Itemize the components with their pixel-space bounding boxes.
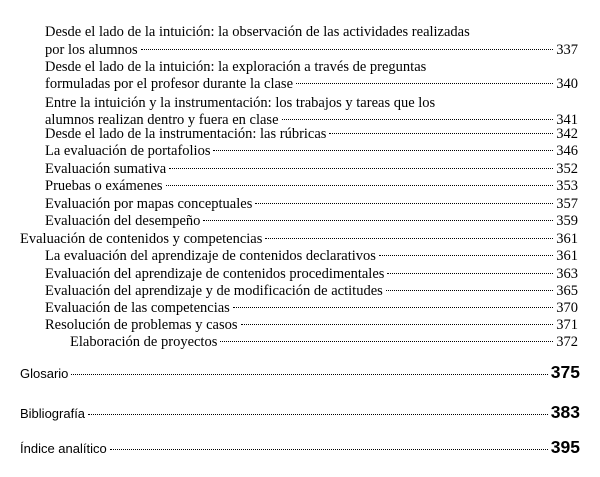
toc-entry-row	[45, 74, 578, 94]
toc-page-number: 375	[550, 362, 580, 382]
dot-leader	[255, 203, 553, 204]
dot-leader	[169, 168, 553, 169]
toc-page-number: 353	[556, 178, 578, 194]
toc-page-number: 395	[550, 437, 580, 457]
dot-leader	[329, 133, 553, 134]
toc-entry-title: Evaluación de contenidos y competencias	[20, 231, 263, 247]
toc-major-entry[interactable]	[20, 362, 580, 384]
toc-entry-title: La evaluación del aprendizaje de contenidos declarativos	[45, 248, 376, 264]
toc-entry-title: Evaluación del desempeño	[45, 213, 201, 229]
toc-entry-title: Desde el lado de la intuición: la observación de las actividades realizadas	[45, 24, 470, 40]
toc-page-number: 363	[556, 266, 578, 282]
toc-page-number: 359	[556, 213, 578, 229]
toc-page-number: 365	[556, 283, 578, 299]
toc-entry-title: por los alumnos	[45, 42, 138, 58]
toc-page-number: 357	[556, 196, 578, 212]
toc-page-number: 352	[556, 161, 578, 177]
toc-major-entry[interactable]	[20, 402, 580, 424]
dot-leader	[379, 255, 553, 256]
dot-leader	[71, 374, 547, 375]
toc-entry-title: Desde el lado de la intuición: la exploración a través de preguntas	[45, 59, 427, 75]
dot-leader	[203, 220, 553, 221]
toc-page-number: 361	[556, 248, 578, 264]
dot-leader	[220, 341, 553, 342]
toc-entry-title: Entre la intuición y la instrumentación: los trabajos y tareas que los	[45, 95, 436, 111]
toc-entry-title: Evaluación de las competencias	[45, 300, 230, 316]
dot-leader	[386, 290, 553, 291]
dot-leader	[296, 83, 553, 84]
toc-entry-title: Pruebas o exámenes	[45, 178, 163, 194]
toc-entry-title: Evaluación por mapas conceptuales	[45, 196, 253, 212]
dot-leader	[233, 307, 553, 308]
toc-entry-title: Resolución de problemas y casos	[45, 317, 238, 333]
dot-leader	[166, 185, 554, 186]
toc-entry[interactable]	[45, 176, 578, 196]
dot-leader	[213, 150, 553, 151]
toc-entry-title: Elaboración de proyectos	[70, 334, 218, 350]
toc-entry-title: Bibliografía	[20, 406, 86, 421]
toc-entry-title: Índice analítico	[20, 441, 107, 456]
toc-page-number: 340	[556, 76, 578, 92]
dot-leader	[282, 119, 554, 120]
toc-page-number: 346	[556, 143, 578, 159]
toc-page-number: 372	[556, 334, 578, 350]
dot-leader	[141, 49, 554, 50]
toc-major-entry[interactable]	[20, 437, 580, 459]
toc-entry-title: Desde el lado de la instrumentación: las rúbricas	[45, 126, 327, 142]
toc-entry-title: Evaluación sumativa	[45, 161, 167, 177]
toc-entry[interactable]	[45, 141, 578, 161]
toc-entry-title: formuladas por el profesor durante la clase	[45, 76, 294, 92]
dot-leader	[110, 449, 548, 450]
toc-entry-title: Glosario	[20, 366, 69, 381]
toc-entry[interactable]	[45, 246, 578, 266]
toc-page-number: 341	[556, 112, 578, 128]
toc-page-number: 337	[556, 42, 578, 58]
toc-page-number: 370	[556, 300, 578, 316]
toc-entry-title: La evaluación de portafolios	[45, 143, 211, 159]
toc-subentry[interactable]	[70, 332, 578, 352]
dot-leader	[265, 238, 553, 239]
dot-leader	[88, 414, 548, 415]
dot-leader	[241, 324, 554, 325]
toc-entry-title: alumnos realizan dentro y fuera en clase	[45, 112, 279, 128]
toc-page-number: 371	[556, 317, 578, 333]
toc-page-number: 383	[550, 402, 580, 422]
toc-entry[interactable]	[45, 211, 578, 231]
toc-entry-title: Evaluación del aprendizaje de contenidos procedimentales	[45, 266, 385, 282]
toc-entry-title: Evaluación del aprendizaje y de modificación de actitudes	[45, 283, 383, 299]
toc-page-number: 342	[556, 126, 578, 142]
toc-page-number: 361	[556, 231, 578, 247]
dot-leader	[387, 273, 553, 274]
